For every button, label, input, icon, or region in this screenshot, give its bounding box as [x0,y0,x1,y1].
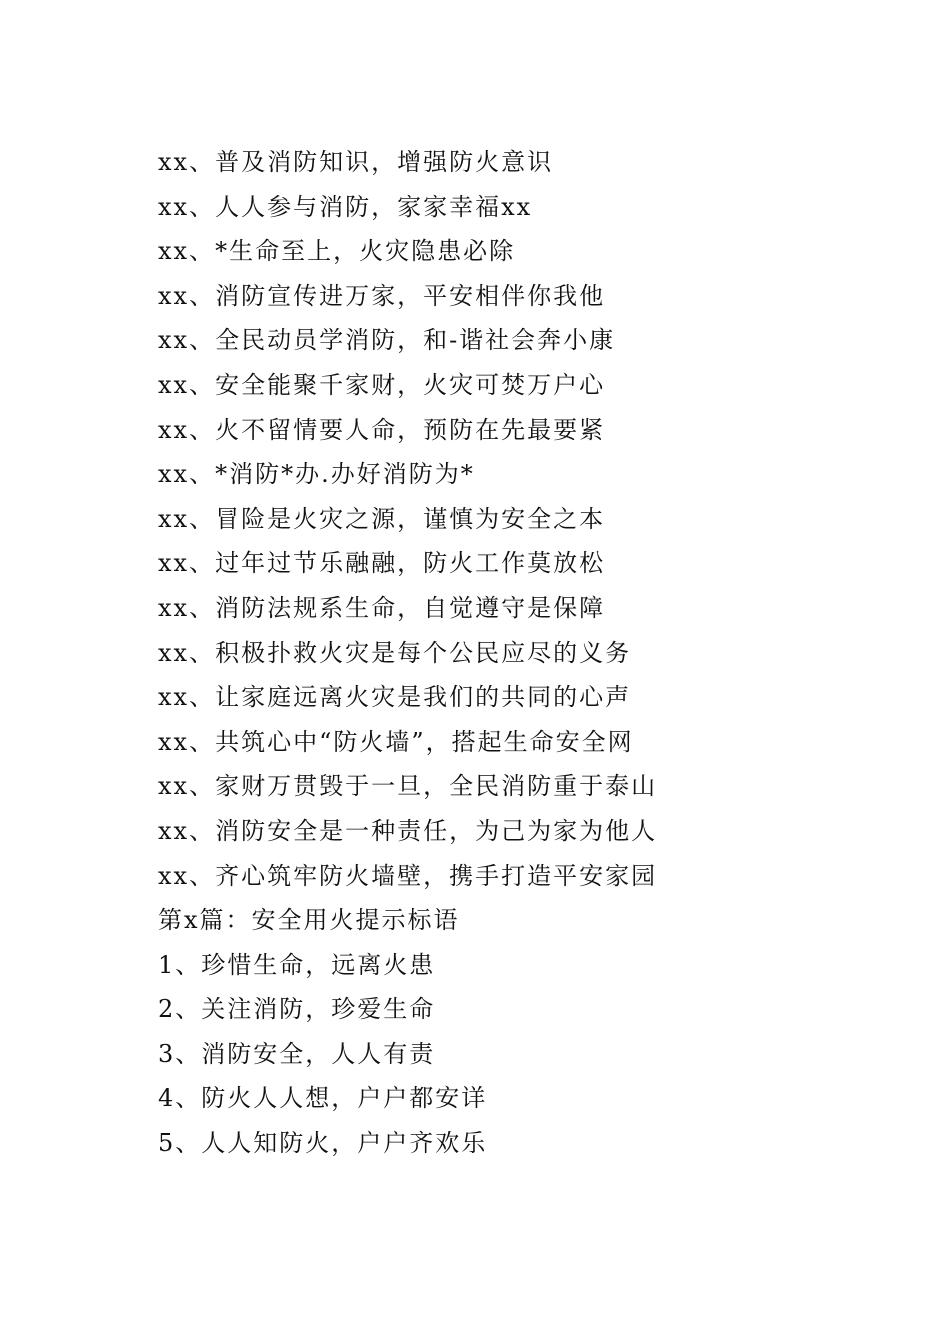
numbered-item: 3、消防安全，人人有责 [158,1039,436,1068]
slogan-line: xx、冒险是火灾之源，谨慎为安全之本 [158,504,606,533]
slogan-line: xx、让家庭远离火灾是我们的共同的心声 [158,683,632,712]
slogan-line: xx、安全能聚千家财，火灾可焚万户心 [158,370,606,399]
slogan-line: xx、消防安全是一种责任，为己为家为他人 [158,816,658,845]
numbered-item: 5、人人知防火，户户齐欢乐 [158,1129,488,1158]
slogan-line: xx、人人参与消防，家家幸福xx [158,192,533,221]
slogan-line: xx、共筑心中“防火墙”，搭起生命安全网 [158,727,634,756]
slogan-line: xx、*生命至上，火灾隐患必除 [158,237,516,266]
numbered-item: 4、防火人人想，户户都安详 [158,1084,488,1113]
slogan-line: xx、全民动员学消防，和-谐社会奔小康 [158,326,616,355]
section-heading: 第x篇：安全用火提示标语 [158,906,460,935]
slogan-line: xx、家财万贯毁于一旦，全民消防重于泰山 [158,772,658,801]
document-body [158,140,878,1166]
slogan-line: xx、消防法规系生命，自觉遵守是保障 [158,593,606,622]
slogan-line: xx、积极扑救火灾是每个公民应尽的义务 [158,638,632,667]
slogan-line: xx、火不留情要人命，预防在先最要紧 [158,415,606,444]
slogan-line: xx、齐心筑牢防火墙壁，携手打造平安家园 [158,861,658,890]
numbered-item: 2、关注消防，珍爱生命 [158,995,436,1024]
slogan-line: xx、过年过节乐融融，防火工作莫放松 [158,549,606,578]
slogan-line: xx、普及消防知识，增强防火意识 [158,148,554,176]
numbered-item: 1、珍惜生命，远离火患 [158,950,436,979]
slogan-line: xx、消防宣传进万家，平安相伴你我他 [158,281,606,310]
slogan-line: xx、*消防*办.办好消防为* [158,460,475,489]
